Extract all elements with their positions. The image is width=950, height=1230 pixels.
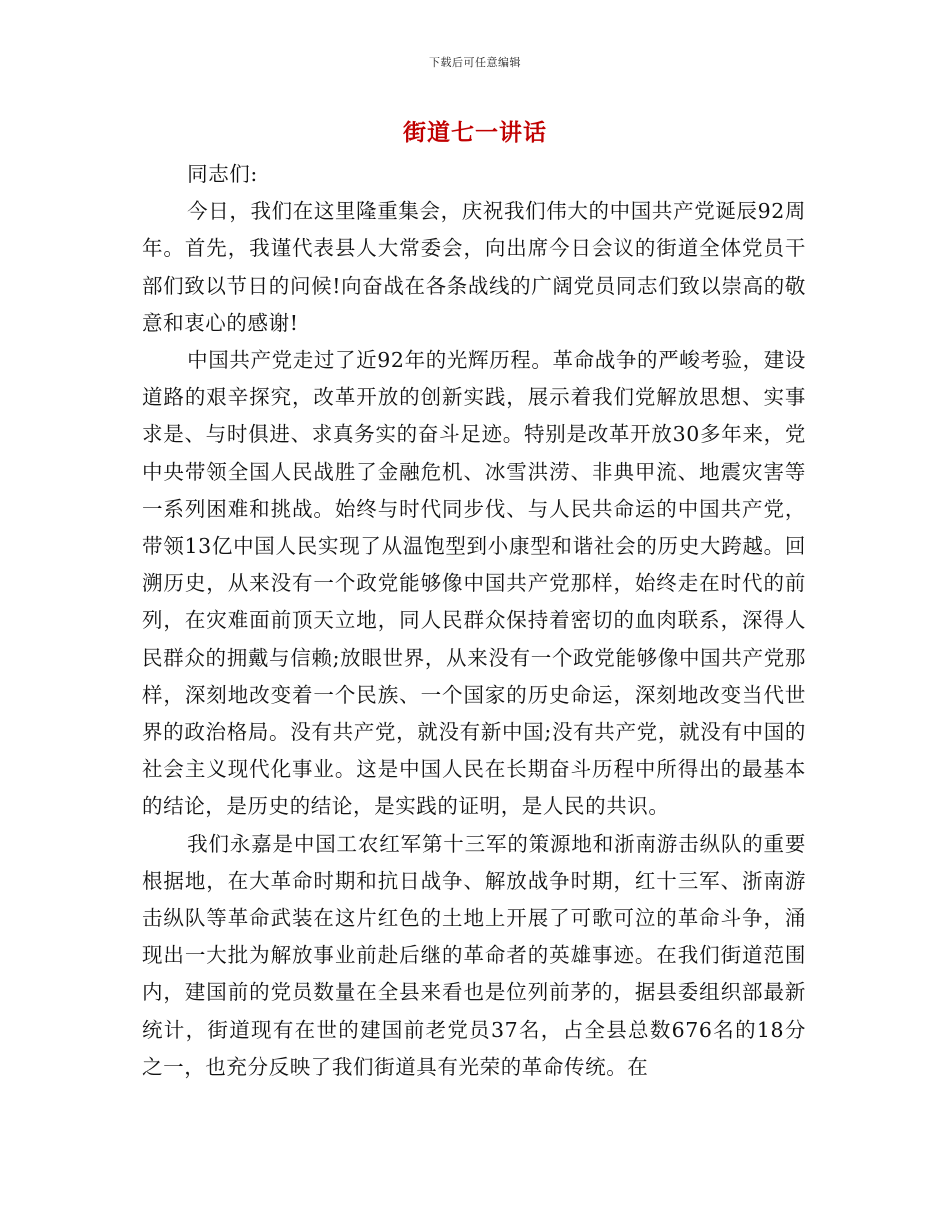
salutation: 同志们: bbox=[187, 162, 258, 186]
document-title: 街道七一讲话 bbox=[403, 119, 547, 146]
paragraph-2: 中国共产党走过了近92年的光辉历程。革命战争的严峻考验，建设道路的艰辛探究，改革开放的创新实践，展示着我们党解放思想、实事求是、与时俱进、求真务实的奋斗足迹。特别是改革开放30多年来，党中央带领全国人民战胜了金融危机、冰雪洪涝、非典甲流、地震灾害等一系列困难和挑战。始终与时代同步伐、与人民共命运的中国共产党，带领13亿中国人民实现了从温饱型到小康型和谐社会的历史大跨越。回溯历史，从来没有一个政党能够像中国共产党那样，始终走在时代的前列，在灾难面前顶天立地，同人民群众保持着密切的血肉联系，深得人民群众的拥戴与信赖;放眼世界，从来没有一个政党能够像中国共产党那样，深刻地改变着一个民族、一个国家的历史命运，深刻地改变当代世界的政治格局。没有共产党，就没有新中国;没有共产党，就没有中国的社会主义现代化事业。这是中国人民在长期奋斗历程中所得出的最基本的结论，是历史的结论，是实践的证明，是人民的共识。 bbox=[142, 348, 806, 819]
paragraph-1: 今日，我们在这里隆重集会，庆祝我们伟大的中国共产党诞辰92周年。首先，我谨代表县人大常委会，向出席今日会议的街道全体党员干部们致以节日的问候!向奋战在各条战线的广阔党员同志们致以崇高的敬意和衷心的感谢! bbox=[142, 199, 806, 335]
document-body bbox=[142, 156, 806, 1086]
header-note: 下载后可任意编辑 bbox=[429, 56, 521, 69]
paragraph-3: 我们永嘉是中国工农红军第十三军的策源地和浙南游击纵队的重要根据地，在大革命时期和抗日战争、解放战争时期，红十三军、浙南游击纵队等革命武装在这片红色的土地上开展了可歌可泣的革命斗争，涌现出一大批为解放事业前赴后继的革命者的英雄事迹。在我们街道范围内，建国前的党员数量在全县来看也是位列前茅的，据县委组织部最新统计，街道现有在世的建国前老党员37名，占全县总数676名的18分之一，也充分反映了我们街道具有光荣的革命传统。在 bbox=[142, 831, 806, 1079]
